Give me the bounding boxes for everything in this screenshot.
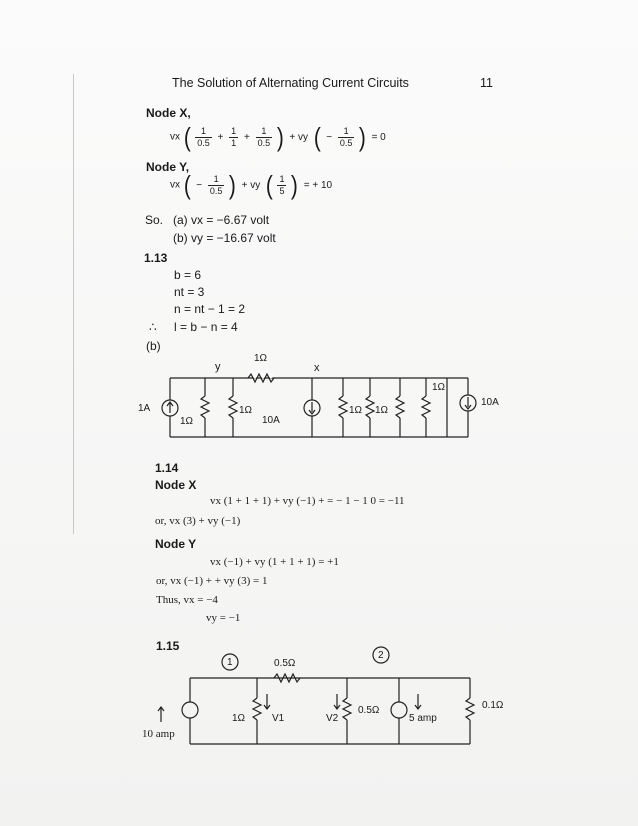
- p114-node-y-heading: Node Y: [155, 537, 197, 551]
- circuit1-node-x: x: [314, 362, 320, 374]
- p114-eq1: vx (1 + 1 + 1) + vy (−1) + = − 1 − 1 0 = −11: [210, 495, 405, 507]
- circuit1-r-left-label: 1Ω: [180, 416, 194, 427]
- r2-label: 0.5Ω: [358, 705, 380, 716]
- resistor-1-ohm: [253, 698, 261, 720]
- result-a: (a) vx = −6.67 volt: [173, 213, 270, 227]
- problem-1-13-number: 1.13: [144, 251, 168, 265]
- p113-line3: n = nt − 1 = 2: [174, 302, 246, 316]
- circuit1-src-right-label: 10A: [481, 397, 499, 408]
- node-1-label: 1: [227, 657, 233, 668]
- v1-label: V1: [272, 713, 285, 724]
- fraction: $\frac{1}{5}$: [279, 173, 285, 196]
- r-top-label: 0.5Ω: [274, 658, 296, 669]
- p114-eq3: vx (−1) + vy (1 + 1 + 1) = +1: [210, 556, 339, 568]
- running-title: The Solution of Alternating Current Circuits: [172, 76, 409, 90]
- node-x-heading: Node X,: [146, 106, 191, 120]
- problem-1-15-number: 1.15: [156, 639, 180, 653]
- fraction: $\frac{1}{0.5}$: [197, 125, 210, 148]
- r3-label: 0.1Ω: [482, 700, 504, 711]
- node-y-equation: vx ( − $\frac{1}{0.5}$ ) + vy ( $\frac{1}{5}$ ) = + 10: [170, 170, 333, 200]
- p114-node-x-heading: Node X: [155, 478, 197, 492]
- part-b-label: (b): [146, 339, 161, 353]
- current-source-10-amp: [182, 702, 198, 718]
- circuit1-src-mid-label: 10A: [262, 415, 280, 426]
- circuit1-src-left-label: 1A: [138, 403, 151, 414]
- circuit1-r-b-label: 1Ω: [375, 405, 389, 416]
- src-5amp-label: 5 amp: [409, 713, 437, 724]
- resistor-0-5-right: [343, 698, 351, 720]
- problem-1-14-number: 1.14: [155, 461, 179, 475]
- fraction: $\frac{1}{0.5}$: [209, 173, 223, 196]
- so-prefix: So.: [145, 213, 164, 227]
- node-x-equation: vx ( $\frac{1}{0.5}$ + $\frac{1}{1}$ + $\frac{1}{0.5}$ ) + vy ( − $\frac{1}{0.5}$ ) = 0: [170, 122, 386, 152]
- therefore-symbol: ∴: [149, 320, 157, 334]
- p114-eq5: Thus, vx = −4: [156, 594, 218, 606]
- circuit1-r-right-label: 1Ω: [432, 382, 446, 393]
- src-10amp-label: 10 amp: [142, 728, 175, 740]
- p113-line2: nt = 3: [174, 285, 205, 299]
- node-y-heading: Node Y,: [146, 160, 190, 174]
- fraction: $\frac{1}{1}$: [231, 125, 237, 148]
- fraction: $\frac{1}{0.5}$: [339, 125, 353, 148]
- node-2-label: 2: [378, 650, 384, 661]
- resistor-0-1-ohm: [466, 698, 474, 720]
- fraction: $\frac{1}{0.5}$: [257, 125, 271, 148]
- var-vx: vx: [170, 131, 180, 143]
- v2-label: V2: [326, 713, 339, 724]
- p113-line4: l = b − n = 4: [174, 320, 238, 334]
- circuit1-r-mid-label: 1Ω: [239, 405, 253, 416]
- result-b: (b) vy = −16.67 volt: [173, 231, 276, 245]
- circuit1-r-a-label: 1Ω: [349, 405, 363, 416]
- p114-eq6: vy = −1: [206, 612, 241, 624]
- circuit1-r-top-label: 1Ω: [254, 353, 268, 364]
- r1-label: 1Ω: [232, 713, 246, 724]
- page-number: 11: [480, 76, 493, 90]
- current-source-5-amp: [391, 702, 407, 718]
- p113-line1: b = 6: [174, 268, 202, 282]
- circuit1-node-y: y: [215, 361, 221, 373]
- p114-eq4: or, vx (−1) + + vy (3) = 1: [156, 575, 268, 587]
- p114-eq2: or, vx (3) + vy (−1): [155, 515, 241, 527]
